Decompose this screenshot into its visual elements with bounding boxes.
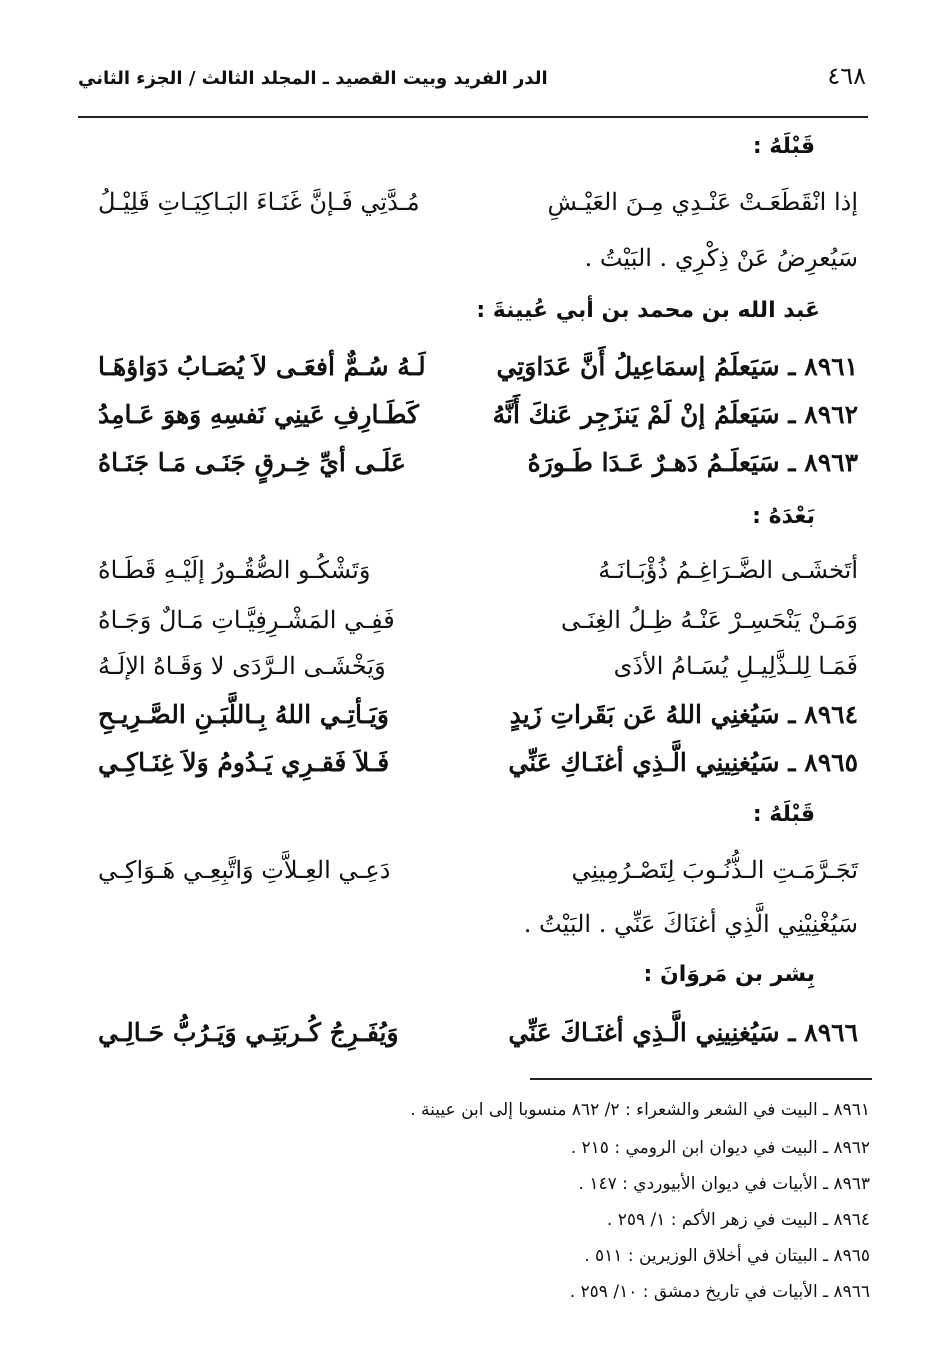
- verse-8966-second: وَيُفَـرِجُ كُـربَتِـي وَيَـرُبُّ حَـالِـي: [98, 1018, 399, 1047]
- verse-b1-second: وَتَشْكُـو الصُّقُـورُ إلَيْـهِ قَطَـاهُ: [98, 556, 371, 584]
- verse-b3-second: وَيَخْشَـى الـرَّدَى لا وَقَـاهُ الإلَـهُ: [98, 652, 386, 680]
- footnote-8964: ٨٩٦٤ ـ البيت في زهر الأكم : ١/ ٢٥٩ .: [606, 1210, 870, 1230]
- label-before-2: قَبْلَهُ :: [752, 802, 815, 827]
- verse-8963-second: عَلَـى أيِّ خِـرقٍ جَنَـى مَـا جَنَـاهُ: [98, 448, 406, 477]
- poet-1: عَبد الله بن محمد بن أبي عُيينةَ :: [476, 298, 820, 323]
- verse-8966: [98, 1018, 858, 1062]
- poet-2: بِشر بن مَروَانَ :: [643, 962, 815, 987]
- verse-8966-first: ٨٩٦٦ ـ سَيُغنِينِي الَّـذِي أغنَـاكَ عَنِّي: [508, 1018, 858, 1047]
- verse-a-first: إذا انْقَطَعَـتْ عَنْـدِي مِـنَ العَيْـشِ: [547, 188, 858, 216]
- verse-8961-second: لَـهُ سُـمٌّ أفعَـى لاَ يُصَـابُ دَوَاؤهَـا: [98, 352, 426, 381]
- verse-8963: [98, 448, 858, 492]
- verse-8962-first: ٨٩٦٢ ـ سَيَعلَمُ إنْ لَمْ يَنزَجِر عَنكَ أَنَّهُ: [492, 400, 858, 429]
- footnote-8962: ٨٩٦٢ ـ البيت في ديوان ابن الرومي : ٢١٥ .: [570, 1138, 870, 1158]
- footnote-separator: [530, 1078, 872, 1080]
- line-a: سَيُعرِضُ عَنْ ذِكْرِي . البَيْتُ .: [584, 244, 858, 272]
- verse-8961-first: ٨٩٦١ ـ سَيَعلَمُ إسمَاعِيلُ أَنَّ عَدَاوَتِي: [496, 352, 858, 381]
- verse-b1-first: أتَخشَـى الضَّـرَاغِـمُ ذُؤْبَـانَـهُ: [598, 556, 858, 584]
- label-after: بَعْدَهُ :: [752, 504, 815, 529]
- verse-b3-first: فَمَـا لِلـذَّلِيـلِ يُسَـامُ الأذَى: [613, 652, 858, 680]
- label-before-1: قَبْلَهُ :: [752, 134, 815, 159]
- verse-8964-first: ٨٩٦٤ ـ سَيُغنِي اللهُ عَن بَقَراتِ زَيدٍ: [509, 700, 858, 729]
- verse-b2-second: فَفِـي المَشْـرِفِيَّـاتِ مَـالٌ وَجَـاهُ: [98, 606, 395, 634]
- verse-c-second: دَعِـي العِـلاَّتِ وَاتَّبِعِـي هَـوَاكِـي: [98, 856, 391, 884]
- line-c: سَيُغْنِيْنِي الَّذِي أغنَاكَ عَنِّي . البَيْتُ .: [523, 910, 858, 938]
- verse-8964: [98, 700, 858, 744]
- verse-8961: [98, 352, 858, 396]
- verse-b2: [98, 606, 858, 650]
- verse-b3: [98, 652, 858, 696]
- footnote-8961: ٨٩٦١ ـ البيت في الشعر والشعراء : ٢/ ٨٦٢ منسوبا إلى ابن عيينة .: [410, 1100, 870, 1120]
- running-title: الدر الفريد وبيت القصيد ـ المجلد الثالث / الجزء الثاني: [78, 68, 548, 89]
- verse-8962-second: كَطَـارِفِ عَينِي نَفسِهِ وَهوَ عَـامِدُ: [98, 400, 419, 429]
- verse-c: [98, 856, 858, 900]
- verse-8965-second: فَـلاَ فَقـرِي يَـدُومُ وَلاَ غِنَـاكِـي: [98, 748, 390, 777]
- verse-b2-first: وَمَـنْ يَنْحَسِـرْ عَنْـهُ ظِـلُ الغِنَـى: [561, 606, 858, 634]
- verse-a-second: مُـدَّتِي فَـإنَّ غَنَـاءَ البَـاكِيَـاتِ قَلِيْـلُ: [98, 188, 420, 216]
- page-number: ٤٦٨: [827, 62, 866, 90]
- footnote-8966: ٨٩٦٦ ـ الأبيات في تاريخ دمشق : ١٠/ ٢٥٩ .: [569, 1282, 870, 1302]
- footnote-8963: ٨٩٦٣ ـ الأبيات في ديوان الأبيوردي : ١٤٧ .: [578, 1174, 870, 1194]
- verse-a: [98, 188, 858, 232]
- verse-8962: [98, 400, 858, 444]
- verse-8965: [98, 748, 858, 792]
- verse-8963-first: ٨٩٦٣ ـ سَيَعلَـمُ دَهـرٌ عَـدَا طَـورَهُ: [527, 448, 858, 477]
- footnote-8965: ٨٩٦٥ ـ البيتان في أخلاق الوزيرين : ٥١١ .: [584, 1246, 870, 1266]
- verse-8965-first: ٨٩٦٥ ـ سَيُغنِينِي الَّـذِي أغنَـاكِ عَنِّي: [508, 748, 858, 777]
- verse-b1: [98, 556, 858, 600]
- verse-8964-second: وَيَـأتِـي اللهُ بِـاللَّبَـنِ الصَّـرِيـحِ: [98, 700, 389, 729]
- verse-c-first: تَجَـرَّمَـتِ الـذُّنُـوبَ لِتَصْـرُمِينِي: [571, 856, 858, 884]
- page-header: [78, 58, 868, 118]
